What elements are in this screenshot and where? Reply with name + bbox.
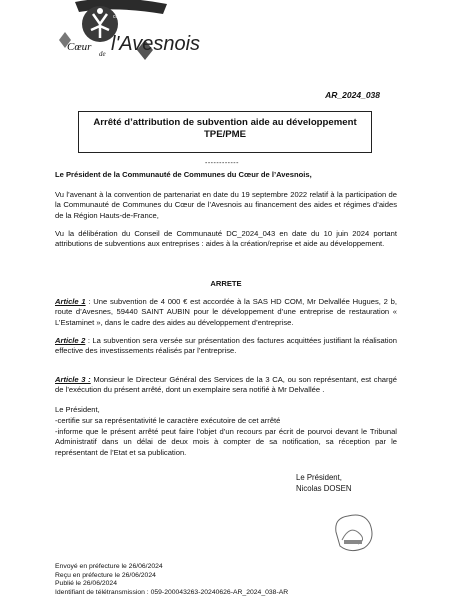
transmission-footer [55,563,288,597]
article-2 [55,336,397,357]
document-title-line1: Arrêté d’attribution de subvention aide au développement [93,117,357,128]
vu-paragraph-2: Vu la délibération du Conseil de Communauté DC_2024_043 en date du 10 juin 2024 portant attributions de subventions aux entreprises : aides à la création/reprise et aide au développement. [55,229,397,249]
intro-heading: Le Président de la Communauté de Communes du Cœur de l’Avesnois, [55,170,312,179]
footer-sent: Envoyé en préfecture le 26/06/2024 [55,563,163,570]
signature-name: Nicolas DOSEN [296,484,352,493]
document-title-line2: TPE/PME [203,129,247,140]
article-3-label: Article 3 : [55,375,91,384]
community-logo [55,0,205,64]
closing-informe: -informe que le présent arrêté peut faire l’objet d’un recours par écrit de pourvoi devant le Tribunal Administratif dans un délai de deux mois à compter de sa notification, sa réception par le représentant de l’Etat et sa publication. [55,427,397,457]
document-reference: AR_2024_038 [325,90,380,100]
official-stamp [330,510,376,554]
vu-paragraph-1: Vu l’avenant à la convention de partenariat en date du 19 septembre 2022 relatif à la participation de la Communauté de Communes du Cœur de l’Avesnois au financement des aides et régimes d’aides de la Région Hauts-de-France, [55,190,397,220]
article-3-text: Monsieur le Directeur Général des Services de la 3 CA, ou son représentant, est chargé de l’exécution du présent arrêté, dont un exemplaire sera notifié à Mr Delvallée . [55,375,397,395]
footer-published: Publié le 26/06/2024 [55,580,117,588]
svg-text:Cœur: Cœur [67,41,92,53]
svg-text:de: de [99,50,106,58]
signature-title: Le Président, [296,473,342,482]
separator: ------------ [205,160,239,167]
article-2-label: Article 2 [55,336,86,345]
article-1-label: Article 1 [55,297,86,306]
document-title-box [78,111,372,153]
footer-received: Reçu en préfecture le 26/06/2024 [55,571,156,579]
article-1 [55,297,397,328]
article-1-text: : Une subvention de 4 000 € est accordée à la SAS HD COM, Mr Delvallée Hugues, 2 b, route d’Avesnes, 59440 SAINT AUBIN pour le développement d’une entreprise de restauration « L’Estaminet », dans le cadre des aides au développement d’entreprise. [55,297,398,327]
article-2-text: : La subvention sera versée sur présentation des factures acquittées justifiant la réalisation effective des investissements réalisés par l’entreprise. [55,336,397,356]
footer-identifier: Identifiant de télétransmission : 059-200043263-20240626-AR_2024_038-AR [55,588,289,596]
article-3 [55,375,397,396]
svg-text:l'Avesnois: l'Avesnois [111,33,201,55]
closing-president: Le Président, [55,405,100,414]
closing-certifie: -certifie sur sa représentativité le caractère exécutoire de cet arrêté [55,416,281,425]
svg-text:communauté de communes: communauté de communes [113,14,175,20]
arrete-heading: ARRETE [210,279,242,288]
